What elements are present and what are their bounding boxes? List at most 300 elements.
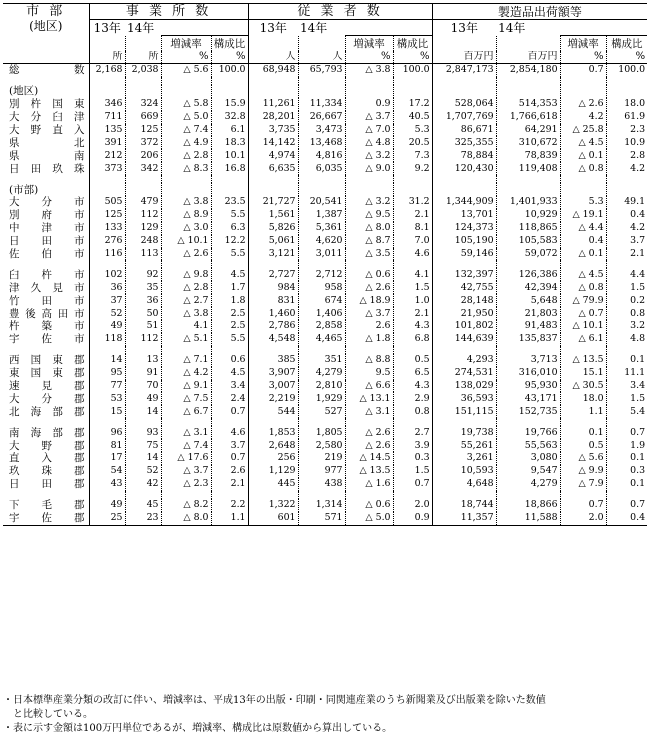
row-region-name: 日 田 玖 珠 bbox=[9, 162, 85, 175]
cell-emp-14: 1,314 bbox=[298, 499, 345, 512]
cell-ship-14: 11,588 bbox=[496, 512, 560, 525]
cell-ship-rate: 5.3 bbox=[560, 196, 606, 209]
cell-emp-13: 1,129 bbox=[248, 465, 298, 478]
cell-est-13: 52 bbox=[89, 307, 125, 320]
region-sub-header: (地区) bbox=[29, 19, 63, 33]
cell-ship-14: 64,291 bbox=[496, 124, 560, 137]
cell-emp-share: 9.2 bbox=[393, 162, 432, 175]
cell-emp-13: 68,948 bbox=[248, 64, 298, 77]
cell-est-14: 36 bbox=[125, 294, 161, 307]
cell-ship-13: 138,029 bbox=[432, 380, 496, 393]
cell-emp-rate: △ 0.6 bbox=[345, 499, 393, 512]
cell-emp-share: 5.3 bbox=[393, 124, 432, 137]
cell-ship-14: 135,837 bbox=[496, 333, 560, 346]
cell-est-14: 52 bbox=[125, 465, 161, 478]
cell-ship-13: 86,671 bbox=[432, 124, 496, 137]
cell-est-13: 373 bbox=[89, 162, 125, 175]
cell-est-rate: △ 2.8 bbox=[161, 149, 211, 162]
row-region-name: 下 毛 郡 bbox=[9, 499, 85, 512]
cell-emp-14: 2,858 bbox=[298, 320, 345, 333]
table-row bbox=[3, 209, 647, 222]
cell-ship-rate: △ 0.8 bbox=[560, 162, 606, 175]
cell-emp-rate: 9.5 bbox=[345, 367, 393, 380]
cell-est-rate: △ 7.4 bbox=[161, 439, 211, 452]
cell-ship-share: 61.9 bbox=[606, 111, 647, 124]
cell-est-13: 17 bbox=[89, 452, 125, 465]
cell-est-14: 113 bbox=[125, 248, 161, 261]
cell-est-rate: △ 10.1 bbox=[161, 235, 211, 248]
cell-emp-rate: △ 2.6 bbox=[345, 281, 393, 294]
cell-est-14: 14 bbox=[125, 405, 161, 418]
table-row bbox=[3, 320, 647, 333]
table-row bbox=[3, 235, 647, 248]
cell-emp-13: 445 bbox=[248, 478, 298, 491]
row-region-name: 宇 佐 郡 bbox=[3, 512, 89, 525]
cell-emp-share: 2.1 bbox=[393, 209, 432, 222]
cell-ship-share: 3.7 bbox=[606, 235, 647, 248]
cell-ship-13: 10,593 bbox=[432, 465, 496, 478]
cell-est-14: 23 bbox=[125, 512, 161, 525]
cell-est-share: 2.2 bbox=[211, 499, 248, 512]
cell-est-share: 32.8 bbox=[211, 111, 248, 124]
table-row bbox=[3, 367, 647, 380]
table-row bbox=[3, 268, 647, 281]
cell-ship-share: 3.2 bbox=[606, 320, 647, 333]
table-row bbox=[3, 64, 647, 77]
cell-emp-14: 1,406 bbox=[298, 307, 345, 320]
cell-ship-rate: 1.1 bbox=[560, 405, 606, 418]
cell-emp-share: 2.0 bbox=[393, 499, 432, 512]
cell-est-13: 81 bbox=[89, 439, 125, 452]
cell-est-13: 505 bbox=[89, 196, 125, 209]
cell-ship-14: 78,839 bbox=[496, 149, 560, 162]
cell-est-13: 391 bbox=[89, 136, 125, 149]
cell-ship-13: 274,531 bbox=[432, 367, 496, 380]
cell-emp-share: 20.5 bbox=[393, 136, 432, 149]
cell-est-share: 3.4 bbox=[211, 380, 248, 393]
cell-emp-14: 13,468 bbox=[298, 136, 345, 149]
cell-est-share: 4.6 bbox=[211, 426, 248, 439]
cell-ship-14: 59,072 bbox=[496, 248, 560, 261]
footnote-2: ・表に示す金額は100万円単位であるが、増減率、構成比は原数値から算出している。 bbox=[3, 723, 393, 734]
cell-emp-share: 6.5 bbox=[393, 367, 432, 380]
cell-ship-13: 3,261 bbox=[432, 452, 496, 465]
cell-est-14: 51 bbox=[125, 320, 161, 333]
cell-emp-rate: △ 13.1 bbox=[345, 392, 393, 405]
cell-ship-share: 1.5 bbox=[606, 281, 647, 294]
cell-emp-13: 11,261 bbox=[248, 98, 298, 111]
cell-ship-share: 1.9 bbox=[606, 439, 647, 452]
row-region-name: 東 国 東 郡 bbox=[9, 367, 85, 380]
cell-ship-rate: △ 19.1 bbox=[560, 209, 606, 222]
cell-est-rate: △ 4.2 bbox=[161, 367, 211, 380]
cell-emp-13: 831 bbox=[248, 294, 298, 307]
cell-est-rate: △ 7.4 bbox=[161, 124, 211, 137]
cell-ship-rate: △ 9.9 bbox=[560, 465, 606, 478]
cell-est-14: 129 bbox=[125, 222, 161, 235]
cell-emp-13: 1,561 bbox=[248, 209, 298, 222]
cell-ship-share: 0.3 bbox=[606, 465, 647, 478]
cell-ship-14: 19,766 bbox=[496, 426, 560, 439]
cell-est-rate: △ 2.7 bbox=[161, 294, 211, 307]
cell-ship-14: 105,583 bbox=[496, 235, 560, 248]
cell-ship-share: 2.1 bbox=[606, 248, 647, 261]
cell-emp-14: 958 bbox=[298, 281, 345, 294]
cell-emp-13: 21,727 bbox=[248, 196, 298, 209]
table-row bbox=[3, 465, 647, 478]
cell-emp-share: 17.2 bbox=[393, 98, 432, 111]
row-region-name: 大 分 臼 津 bbox=[9, 111, 85, 124]
cell-emp-share: 40.5 bbox=[393, 111, 432, 124]
row-region-name: 大 分 市 bbox=[9, 196, 85, 209]
cell-ship-13: 105,190 bbox=[432, 235, 496, 248]
cell-emp-rate: △ 18.9 bbox=[345, 294, 393, 307]
cell-est-14: 669 bbox=[125, 111, 161, 124]
cell-est-share: 1.8 bbox=[211, 294, 248, 307]
cell-ship-rate: 15.1 bbox=[560, 367, 606, 380]
unit-emp-rate: % bbox=[345, 51, 393, 64]
cell-emp-share: 4.1 bbox=[393, 268, 432, 281]
row-region-name: 直 入 郡 bbox=[9, 452, 85, 465]
cell-est-13: 346 bbox=[89, 98, 125, 111]
cell-est-rate: △ 2.6 bbox=[161, 248, 211, 261]
cell-emp-share: 2.9 bbox=[393, 392, 432, 405]
cell-est-rate: △ 4.9 bbox=[161, 136, 211, 149]
row-region-name: 南 海 部 郡 bbox=[9, 426, 85, 439]
cell-est-14: 2,038 bbox=[125, 64, 161, 77]
cell-ship-13: 151,115 bbox=[432, 405, 496, 418]
cell-emp-share: 1.5 bbox=[393, 465, 432, 478]
cell-est-14: 35 bbox=[125, 281, 161, 294]
cell-emp-14: 11,334 bbox=[298, 98, 345, 111]
cell-emp-rate: △ 3.1 bbox=[345, 405, 393, 418]
cell-emp-13: 6,635 bbox=[248, 162, 298, 175]
cell-ship-rate: △ 6.1 bbox=[560, 333, 606, 346]
cell-ship-14: 43,171 bbox=[496, 392, 560, 405]
footnotes bbox=[3, 694, 647, 736]
cell-est-share: 23.5 bbox=[211, 196, 248, 209]
cell-emp-14: 977 bbox=[298, 465, 345, 478]
emp-rate-header: 増減率 bbox=[345, 36, 393, 52]
cell-emp-14: 1,805 bbox=[298, 426, 345, 439]
cell-emp-rate: △ 2.6 bbox=[345, 439, 393, 452]
cell-ship-13: 13,701 bbox=[432, 209, 496, 222]
cell-emp-rate: △ 3.7 bbox=[345, 111, 393, 124]
cell-emp-rate: △ 3.7 bbox=[345, 307, 393, 320]
cell-ship-14: 10,929 bbox=[496, 209, 560, 222]
cell-ship-share: 100.0 bbox=[606, 64, 647, 77]
cell-ship-rate: △ 0.1 bbox=[560, 149, 606, 162]
row-region-name: 日 田 市 bbox=[9, 235, 85, 248]
cell-est-14: 479 bbox=[125, 196, 161, 209]
cell-ship-rate: 0.1 bbox=[560, 426, 606, 439]
cell-est-14: 112 bbox=[125, 209, 161, 222]
cell-emp-rate: 2.6 bbox=[345, 320, 393, 333]
cell-emp-13: 3,735 bbox=[248, 124, 298, 137]
cell-ship-rate: 4.2 bbox=[560, 111, 606, 124]
est-year13-header: 13年 bbox=[89, 20, 125, 36]
cell-emp-13: 3,121 bbox=[248, 248, 298, 261]
est-rate-header: 増減率 bbox=[161, 36, 211, 52]
cell-emp-share: 2.7 bbox=[393, 426, 432, 439]
unit-employees-13: 人 bbox=[248, 51, 298, 64]
cell-emp-14: 4,620 bbox=[298, 235, 345, 248]
cell-emp-14: 2,712 bbox=[298, 268, 345, 281]
cell-ship-14: 42,394 bbox=[496, 281, 560, 294]
cell-ship-rate: △ 79.9 bbox=[560, 294, 606, 307]
cell-est-13: 133 bbox=[89, 222, 125, 235]
row-region-name: 中 津 市 bbox=[9, 222, 85, 235]
section-label: (市部) bbox=[9, 183, 39, 196]
cell-ship-14: 55,563 bbox=[496, 439, 560, 452]
cell-emp-rate: △ 9.5 bbox=[345, 209, 393, 222]
row-region-name: 竹 田 市 bbox=[9, 294, 85, 307]
row-region-name: 北 海 部 郡 bbox=[9, 405, 85, 418]
cell-est-share: 0.6 bbox=[211, 354, 248, 367]
ship-year14-header: 14年 bbox=[496, 20, 647, 36]
cell-emp-rate: △ 3.2 bbox=[345, 196, 393, 209]
cell-est-14: 49 bbox=[125, 392, 161, 405]
cell-emp-13: 256 bbox=[248, 452, 298, 465]
cell-ship-13: 101,802 bbox=[432, 320, 496, 333]
table-row bbox=[3, 307, 647, 320]
cell-ship-13: 19,738 bbox=[432, 426, 496, 439]
cell-ship-14: 119,408 bbox=[496, 162, 560, 175]
cell-emp-14: 4,465 bbox=[298, 333, 345, 346]
cell-ship-share: 4.2 bbox=[606, 162, 647, 175]
cell-est-rate: △ 9.8 bbox=[161, 268, 211, 281]
cell-emp-14: 3,011 bbox=[298, 248, 345, 261]
cell-est-14: 91 bbox=[125, 367, 161, 380]
spacer-row bbox=[3, 77, 647, 85]
cell-ship-share: 4.2 bbox=[606, 222, 647, 235]
cell-emp-share: 31.2 bbox=[393, 196, 432, 209]
cell-ship-13: 28,148 bbox=[432, 294, 496, 307]
cell-est-rate: △ 5.8 bbox=[161, 98, 211, 111]
cell-emp-share: 0.7 bbox=[393, 478, 432, 491]
cell-ship-rate: △ 5.6 bbox=[560, 452, 606, 465]
cell-ship-14: 118,865 bbox=[496, 222, 560, 235]
cell-est-rate: △ 8.0 bbox=[161, 512, 211, 525]
cell-ship-13: 42,755 bbox=[432, 281, 496, 294]
section-label: (地区) bbox=[9, 85, 39, 98]
cell-ship-14: 1,401,933 bbox=[496, 196, 560, 209]
table-row bbox=[3, 478, 647, 491]
cell-est-rate: △ 7.1 bbox=[161, 354, 211, 367]
cell-est-14: 42 bbox=[125, 478, 161, 491]
row-region-name: 大 野 直 入 bbox=[9, 124, 85, 136]
cell-emp-rate: △ 1.8 bbox=[345, 333, 393, 346]
cell-est-14: 13 bbox=[125, 354, 161, 367]
cell-emp-rate: △ 7.0 bbox=[345, 124, 393, 137]
cell-est-rate: △ 8.2 bbox=[161, 499, 211, 512]
cell-est-13: 276 bbox=[89, 235, 125, 248]
cell-est-13: 95 bbox=[89, 367, 125, 380]
cell-emp-14: 438 bbox=[298, 478, 345, 491]
cell-est-rate: △ 5.1 bbox=[161, 333, 211, 346]
cell-emp-share: 6.8 bbox=[393, 333, 432, 346]
cell-emp-rate: △ 6.6 bbox=[345, 380, 393, 393]
cell-ship-rate: △ 7.9 bbox=[560, 478, 606, 491]
cell-ship-14: 4,279 bbox=[496, 478, 560, 491]
cell-emp-rate: △ 3.8 bbox=[345, 64, 393, 77]
cell-emp-14: 26,667 bbox=[298, 111, 345, 124]
cell-ship-13: 1,344,909 bbox=[432, 196, 496, 209]
cell-ship-rate: △ 4.4 bbox=[560, 222, 606, 235]
cell-emp-share: 0.5 bbox=[393, 354, 432, 367]
table-row bbox=[3, 281, 647, 294]
cell-emp-share: 100.0 bbox=[393, 64, 432, 77]
cell-ship-share: 18.0 bbox=[606, 98, 647, 111]
cell-ship-13: 59,146 bbox=[432, 248, 496, 261]
cell-est-14: 112 bbox=[125, 333, 161, 346]
cell-est-share: 100.0 bbox=[211, 64, 248, 77]
table-row bbox=[3, 248, 647, 261]
cell-ship-13: 2,847,173 bbox=[432, 64, 496, 77]
cell-est-share: 18.3 bbox=[211, 136, 248, 149]
cell-ship-13: 21,950 bbox=[432, 307, 496, 320]
spacer-row bbox=[3, 175, 647, 183]
cell-ship-share: 4.8 bbox=[606, 333, 647, 346]
cell-est-13: 125 bbox=[89, 209, 125, 222]
cell-est-13: 15 bbox=[89, 405, 125, 418]
cell-emp-14: 4,816 bbox=[298, 149, 345, 162]
cell-ship-share: 0.4 bbox=[606, 512, 647, 525]
cell-emp-14: 2,810 bbox=[298, 380, 345, 393]
cell-est-14: 372 bbox=[125, 136, 161, 149]
cell-ship-rate: △ 2.6 bbox=[560, 98, 606, 111]
cell-ship-13: 132,397 bbox=[432, 268, 496, 281]
cell-est-13: 37 bbox=[89, 294, 125, 307]
cell-est-share: 4.5 bbox=[211, 268, 248, 281]
cell-emp-rate: △ 9.0 bbox=[345, 162, 393, 175]
table-row bbox=[3, 333, 647, 346]
cell-emp-13: 1,322 bbox=[248, 499, 298, 512]
cell-emp-share: 4.3 bbox=[393, 380, 432, 393]
cell-ship-14: 9,547 bbox=[496, 465, 560, 478]
table-row bbox=[3, 499, 647, 512]
cell-emp-13: 2,648 bbox=[248, 439, 298, 452]
region-header: 市 部 bbox=[3, 4, 89, 20]
cell-ship-share: 0.4 bbox=[606, 209, 647, 222]
cell-emp-rate: △ 0.6 bbox=[345, 268, 393, 281]
cell-est-share: 2.1 bbox=[211, 478, 248, 491]
cell-emp-13: 601 bbox=[248, 512, 298, 525]
cell-ship-share: 10.9 bbox=[606, 136, 647, 149]
row-region-name: 杵 築 市 bbox=[9, 320, 85, 333]
cell-ship-rate: 2.0 bbox=[560, 512, 606, 525]
cell-ship-13: 144,639 bbox=[432, 333, 496, 346]
cell-emp-rate: △ 14.5 bbox=[345, 452, 393, 465]
cell-emp-rate: △ 3.5 bbox=[345, 248, 393, 261]
cell-ship-13: 325,355 bbox=[432, 136, 496, 149]
cell-ship-share: 49.1 bbox=[606, 196, 647, 209]
cell-ship-share: 3.4 bbox=[606, 380, 647, 393]
cell-emp-14: 1,929 bbox=[298, 392, 345, 405]
cell-est-rate: △ 5.6 bbox=[161, 64, 211, 77]
row-region-name: 西 国 東 郡 bbox=[9, 354, 85, 367]
cell-emp-13: 14,142 bbox=[248, 136, 298, 149]
row-region-name: 県 南 bbox=[9, 149, 85, 162]
cell-est-share: 10.1 bbox=[211, 149, 248, 162]
establishments-header: 事 業 所 数 bbox=[89, 4, 248, 20]
cell-ship-share: 0.7 bbox=[606, 499, 647, 512]
row-region-name: 別 府 市 bbox=[9, 209, 85, 222]
est-year14-header: 14年 bbox=[125, 20, 248, 36]
est-share-header: 構成比 bbox=[211, 36, 248, 52]
cell-ship-14: 95,930 bbox=[496, 380, 560, 393]
cell-ship-14: 514,353 bbox=[496, 98, 560, 111]
cell-est-rate: △ 9.1 bbox=[161, 380, 211, 393]
cell-est-rate: △ 8.9 bbox=[161, 209, 211, 222]
spacer-row bbox=[3, 346, 647, 354]
cell-est-14: 92 bbox=[125, 268, 161, 281]
footnote-1: ・日本標準産業分類の改訂に伴い、増減率は、平成13年の出版・印刷・同関連産業のうち新聞業及び出版業を除いた数値 bbox=[3, 695, 546, 706]
row-region-name: 県 北 bbox=[9, 136, 85, 149]
ship-rate-header: 増減率 bbox=[560, 36, 606, 52]
cell-ship-share: 11.1 bbox=[606, 367, 647, 380]
unit-row bbox=[3, 51, 647, 64]
cell-ship-14: 316,010 bbox=[496, 367, 560, 380]
cell-ship-rate: △ 30.5 bbox=[560, 380, 606, 393]
cell-est-14: 75 bbox=[125, 439, 161, 452]
unit-ship-share: % bbox=[606, 51, 647, 64]
cell-ship-share: 5.4 bbox=[606, 405, 647, 418]
cell-ship-share: 0.7 bbox=[606, 426, 647, 439]
table-row bbox=[3, 405, 647, 418]
table-row bbox=[3, 512, 647, 525]
cell-emp-share: 4.6 bbox=[393, 248, 432, 261]
cell-emp-13: 4,974 bbox=[248, 149, 298, 162]
table-row bbox=[3, 222, 647, 235]
row-region-name: 豊後高田市 bbox=[9, 307, 85, 320]
unit-est-share: % bbox=[211, 51, 248, 64]
cell-est-share: 1.7 bbox=[211, 281, 248, 294]
cell-ship-rate: △ 25.8 bbox=[560, 124, 606, 137]
cell-est-13: 49 bbox=[89, 499, 125, 512]
cell-ship-13: 4,293 bbox=[432, 354, 496, 367]
cell-ship-14: 152,735 bbox=[496, 405, 560, 418]
shipments-header: 製造品出荷額等 bbox=[432, 4, 647, 20]
table-row bbox=[3, 149, 647, 162]
cell-ship-share: 1.5 bbox=[606, 392, 647, 405]
cell-est-13: 77 bbox=[89, 380, 125, 393]
cell-ship-share: 2.8 bbox=[606, 149, 647, 162]
cell-est-rate: △ 17.6 bbox=[161, 452, 211, 465]
cell-est-rate: △ 3.8 bbox=[161, 307, 211, 320]
cell-ship-14: 21,803 bbox=[496, 307, 560, 320]
unit-shipments-14: 百万円 bbox=[496, 51, 560, 64]
row-region-name: 日 田 郡 bbox=[9, 478, 85, 491]
row-region-name: 速 見 郡 bbox=[9, 380, 85, 393]
cell-ship-14: 3,713 bbox=[496, 354, 560, 367]
cell-emp-rate: △ 8.0 bbox=[345, 222, 393, 235]
cell-ship-rate: △ 10.1 bbox=[560, 320, 606, 333]
row-region-name: 玖 珠 郡 bbox=[9, 465, 85, 478]
cell-est-13: 102 bbox=[89, 268, 125, 281]
cell-emp-share: 7.3 bbox=[393, 149, 432, 162]
cell-ship-14: 1,766,618 bbox=[496, 111, 560, 124]
table-row bbox=[3, 111, 647, 124]
cell-emp-14: 4,279 bbox=[298, 367, 345, 380]
row-region-name: 宇 佐 市 bbox=[9, 333, 85, 346]
cell-emp-13: 544 bbox=[248, 405, 298, 418]
cell-ship-14: 2,854,180 bbox=[496, 64, 560, 77]
cell-emp-share: 7.0 bbox=[393, 235, 432, 248]
cell-est-share: 15.9 bbox=[211, 98, 248, 111]
cell-est-13: 2,168 bbox=[89, 64, 125, 77]
cell-est-14: 248 bbox=[125, 235, 161, 248]
